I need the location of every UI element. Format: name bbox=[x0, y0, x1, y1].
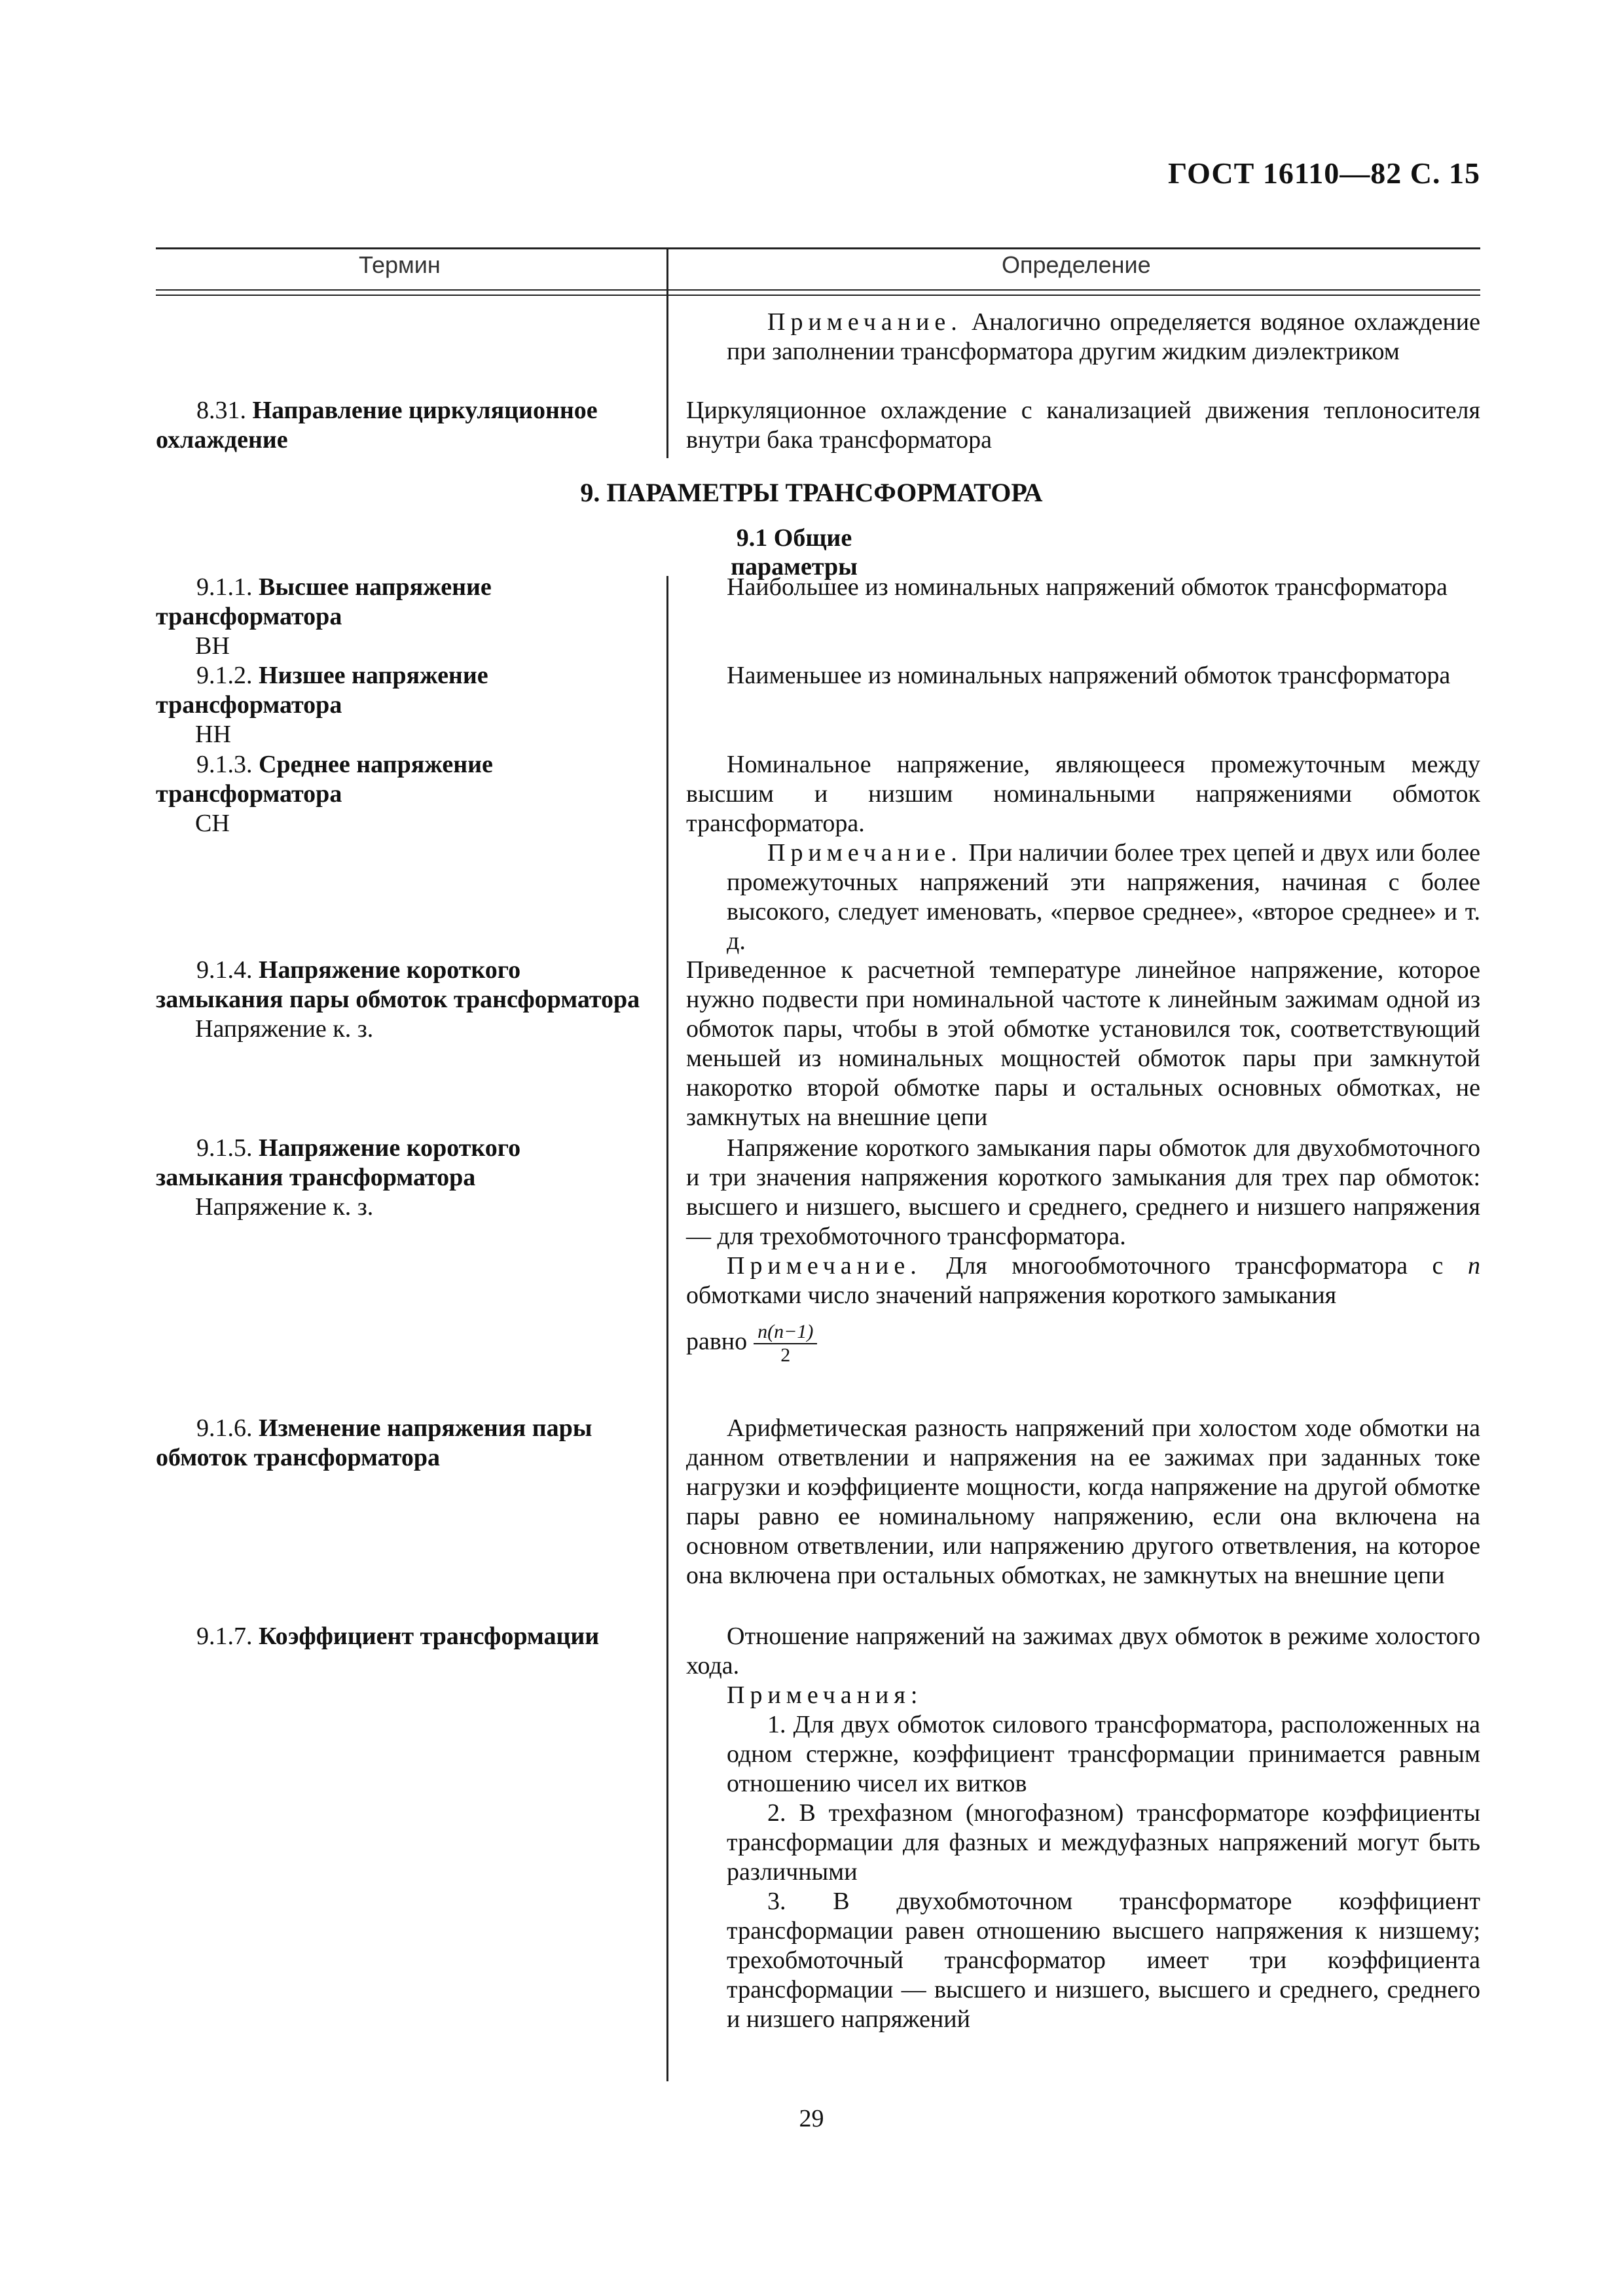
term-name: Напряжение короткого замыкания трансформатора bbox=[156, 1134, 521, 1191]
term-9-1-5 bbox=[156, 1134, 653, 1222]
note-label: Примечание. bbox=[767, 308, 962, 336]
term-name: Низшее напряжение трансформатора bbox=[156, 662, 488, 719]
table-head-rule-1 bbox=[156, 289, 1480, 291]
term-9-1-3 bbox=[156, 750, 653, 838]
term-number: 8.31. bbox=[196, 397, 246, 424]
term-number: 9.1.7. bbox=[196, 1623, 253, 1650]
term-number: 9.1.3. bbox=[196, 751, 253, 778]
term-name: Направление циркуляционное охлаждение bbox=[156, 397, 598, 454]
table-head-rule-2 bbox=[156, 295, 1480, 296]
table-divider-upper bbox=[666, 247, 668, 458]
term-8-31 bbox=[156, 396, 653, 455]
term-number: 9.1.2. bbox=[196, 662, 253, 689]
list-item: 2. В трехфазном (многофазном) трансформаторе коэффициенты трансформации для фазных и междуфазных напряжений могут быть различными bbox=[727, 1799, 1480, 1886]
definition-9-1-4: Приведенное к расчетной температуре линейное напряжение, которое нужно подвести при номинальной частоте к линейным зажимам одной из обмоток пары, чтобы в этой обмотке установился ток, соответствующий меньшей из номинальных мощностей обмоток пары при замкнутой накоротко второй обмотке пары и остальных основных обмотках, не замкнутых на внешние цепи bbox=[686, 956, 1480, 1131]
note-9-1-5: Примечание. Для многообмоточного трансформатора с n обмотками число значений напряжения короткого замыкания bbox=[686, 1252, 1480, 1309]
term-name: Изменение напряжения пары обмоток трансформатора bbox=[156, 1414, 593, 1471]
term-abbreviation: НН bbox=[195, 721, 231, 748]
definition-9-1-6: Арифметическая разность напряжений при холостом ходе обмотки на данном ответвлении и напряжения на ее зажимах при заданных токе нагрузки и коэффициенте мощности, когда напряжение на другой обмотке пары равно ее номинальному напряжению, если она включена на основном ответвлении, или напряжению другого ответвления, на которое она включена при остальных обмотках, не замкнутых на внешние цепи bbox=[686, 1414, 1480, 1589]
page-header: ГОСТ 16110—82 С. 15 bbox=[1167, 156, 1480, 190]
page-number: 29 bbox=[799, 2105, 824, 2132]
table-top-rule bbox=[156, 247, 1480, 249]
term-9-1-7 bbox=[156, 1622, 653, 1651]
note-label: Примечание. bbox=[727, 1252, 922, 1280]
term-number: 9.1.5. bbox=[196, 1134, 253, 1162]
definition-9-1-7: Отношение напряжений на зажимах двух обмоток в режиме холостого хода. Примечания: bbox=[686, 1623, 1480, 1709]
term-number: 9.1.6. bbox=[196, 1414, 253, 1442]
column-header-term: Термин bbox=[359, 251, 441, 278]
notes-9-1-7 bbox=[727, 1710, 1480, 2034]
table-divider-lower bbox=[666, 576, 668, 2081]
note-text: Аналогично определяется водяное охлаждение при заполнении трансформатора другим жидким диэлектриком bbox=[727, 308, 1480, 365]
note-9-1-3: Примечание. При наличии более трех цепей и двух или более промежуточных напряжений эти напряжения, начиная с более высокого, следует именовать, «первое среднее», «второе среднее» и т. д. bbox=[727, 839, 1481, 955]
note-label: Примечание. bbox=[767, 839, 962, 867]
section-title: 9. ПАРАМЕТРЫ ТРАНСФОРМАТОРА bbox=[580, 478, 1043, 507]
list-item: 1. Для двух обмоток силового трансформатора, расположенных на одном стержне, коэффициент трансформации принимается равным отношению чисел их витков bbox=[727, 1711, 1480, 1797]
term-number: 9.1.4. bbox=[196, 956, 253, 984]
definition-9-1-2: Наименьшее из номинальных напряжений обмоток трансформатора bbox=[727, 662, 1451, 689]
definition-9-1-3: Номинальное напряжение, являющееся промежуточным между высшим и низшим номинальными напряжениями обмоток трансформатора. bbox=[686, 751, 1480, 837]
column-header-definition: Определение bbox=[1002, 251, 1151, 278]
note-water-cooling bbox=[727, 308, 1480, 367]
term-name: Среднее напряжение трансформатора bbox=[156, 751, 493, 808]
term-name: Напряжение короткого замыкания пары обмоток трансформатора bbox=[156, 956, 640, 1013]
term-name: Коэффициент трансформации bbox=[259, 1623, 600, 1650]
definition-9-1-5: Напряжение короткого замыкания пары обмоток для двухобмоточного и три значения напряжения короткого замыкания для трех пар обмоток: высшего и низшего, высшего и среднего, среднего и низшего напряжения — для трехобмоточного трансформатора. Примечание. Для многообмоточного трансформатора с n обмотками число значений напряжения короткого замыкания равно $\frac{n(n-1)}{2}$ bbox=[686, 1134, 1480, 1366]
term-9-1-1 bbox=[156, 573, 653, 661]
subsection-title: 9.1 Общие параметры bbox=[731, 524, 858, 581]
list-item: 3. В двухобмоточном трансформаторе коэффициент трансформации равен отношению высшего напряжения к низшему; трехобмоточный трансформатор имеет три коэффициента трансформации — высшего и низшего, высшего и среднего, среднего и низшего напряжений bbox=[727, 1888, 1480, 2033]
term-abbreviation: Напряжение к. з. bbox=[195, 1015, 374, 1043]
term-9-1-4 bbox=[156, 956, 653, 1044]
term-9-1-2 bbox=[156, 661, 653, 749]
definition-8-31: Циркуляционное охлаждение с канализацией движения теплоносителя внутри бака трансформатора bbox=[686, 397, 1480, 454]
term-name: Высшее напряжение трансформатора bbox=[156, 573, 492, 630]
notes-label: Примечания: bbox=[727, 1681, 923, 1709]
term-abbreviation: ВН bbox=[195, 632, 230, 660]
term-number: 9.1.1. bbox=[196, 573, 253, 601]
term-9-1-6 bbox=[156, 1414, 653, 1473]
fraction-formula: $\frac{n(n-1)}{2}$ bbox=[754, 1321, 817, 1367]
definition-9-1-1: Наибольшее из номинальных напряжений обмоток трансформатора bbox=[727, 573, 1448, 601]
term-abbreviation: Напряжение к. з. bbox=[195, 1193, 374, 1221]
term-abbreviation: СН bbox=[195, 810, 230, 837]
